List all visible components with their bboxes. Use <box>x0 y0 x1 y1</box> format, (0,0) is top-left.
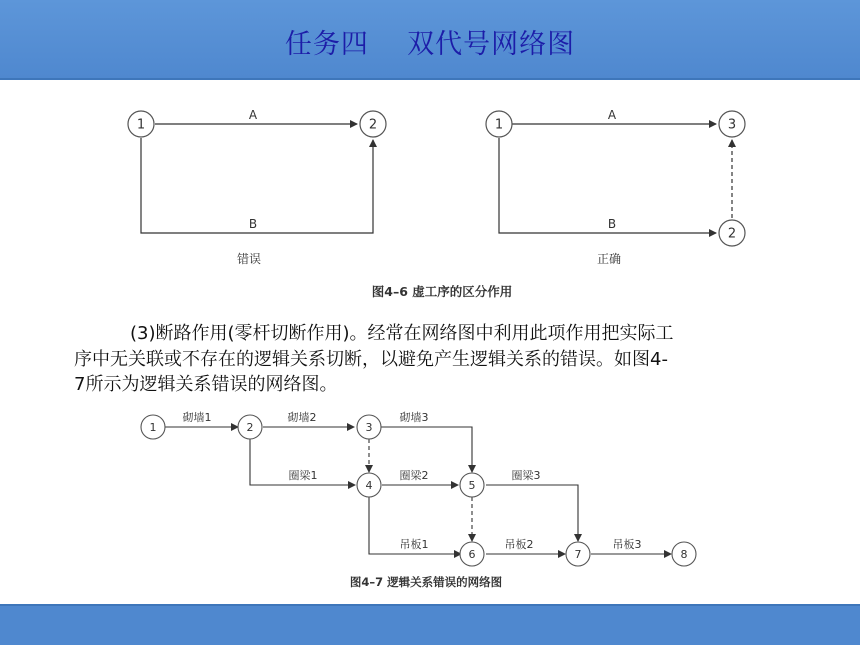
fig46-left-caption: 错误 <box>236 252 262 266</box>
fig46-right-diagram <box>486 108 745 266</box>
fig46-left-diagram <box>128 108 386 266</box>
fig47-arrow-3-5 <box>381 427 472 472</box>
fig47-label-a23: 砌墙2 <box>287 411 317 424</box>
fig47-node-5-label: 5 <box>468 479 476 492</box>
fig46-right-label-b: B <box>607 217 617 231</box>
fig46-title: 图4–6 虚工序的区分作用 <box>371 284 513 299</box>
fig46-right-caption: 正确 <box>596 252 622 266</box>
fig46-right-label-a: A <box>607 108 617 122</box>
fig47-node-8-label: 8 <box>680 548 688 561</box>
fig46-left-node-1-label: 1 <box>136 117 146 133</box>
fig47-label-a12: 砌墙1 <box>182 411 212 424</box>
fig47-arrow-5-7 <box>486 485 578 541</box>
fig47-label-a35: 砌墙3 <box>399 411 429 424</box>
paragraph-line-2: 序中无关联或不存在的逻辑关系切断，以避免产生逻辑关系的错误。如图4- <box>74 348 668 370</box>
fig47-label-a78: 吊板3 <box>612 538 642 551</box>
fig47-node-3-label: 3 <box>365 421 373 434</box>
fig47-label-a46: 吊板1 <box>399 538 429 551</box>
fig47-label-a45: 圈梁2 <box>399 469 429 482</box>
fig46-right-node-2-label: 2 <box>727 226 737 242</box>
fig47-label-a57: 圈梁3 <box>511 469 541 482</box>
footer-bar <box>0 604 860 645</box>
fig47-node-7-label: 7 <box>574 548 582 561</box>
fig47-node-2-label: 2 <box>246 421 254 434</box>
fig46-right-node-1-label: 1 <box>494 117 504 133</box>
fig47-label-a24: 圈梁1 <box>288 469 318 482</box>
fig47-label-a67: 吊板2 <box>504 538 534 551</box>
fig47-node-4-label: 4 <box>365 479 373 492</box>
fig46-left-label-b: B <box>248 217 258 231</box>
fig47-node-1-label: 1 <box>149 421 157 434</box>
fig47-diagram <box>141 410 696 566</box>
fig47-title: 图4–7 逻辑关系错误的网络图 <box>349 575 503 589</box>
fig46-left-node-2-label: 2 <box>368 117 378 133</box>
fig46-left-label-a: A <box>248 108 258 122</box>
paragraph-line-1: (3)断路作用(零杆切断作用)。经常在网络图中利用此项作用把实际工 <box>130 323 674 344</box>
page-title: 任务四 双代号网络图 <box>284 29 576 60</box>
fig46-right-node-3-label: 3 <box>727 117 737 133</box>
fig47-node-6-label: 6 <box>468 548 476 561</box>
paragraph-line-3: 7所示为逻辑关系错误的网络图。 <box>74 374 338 395</box>
body-paragraph <box>74 321 786 398</box>
